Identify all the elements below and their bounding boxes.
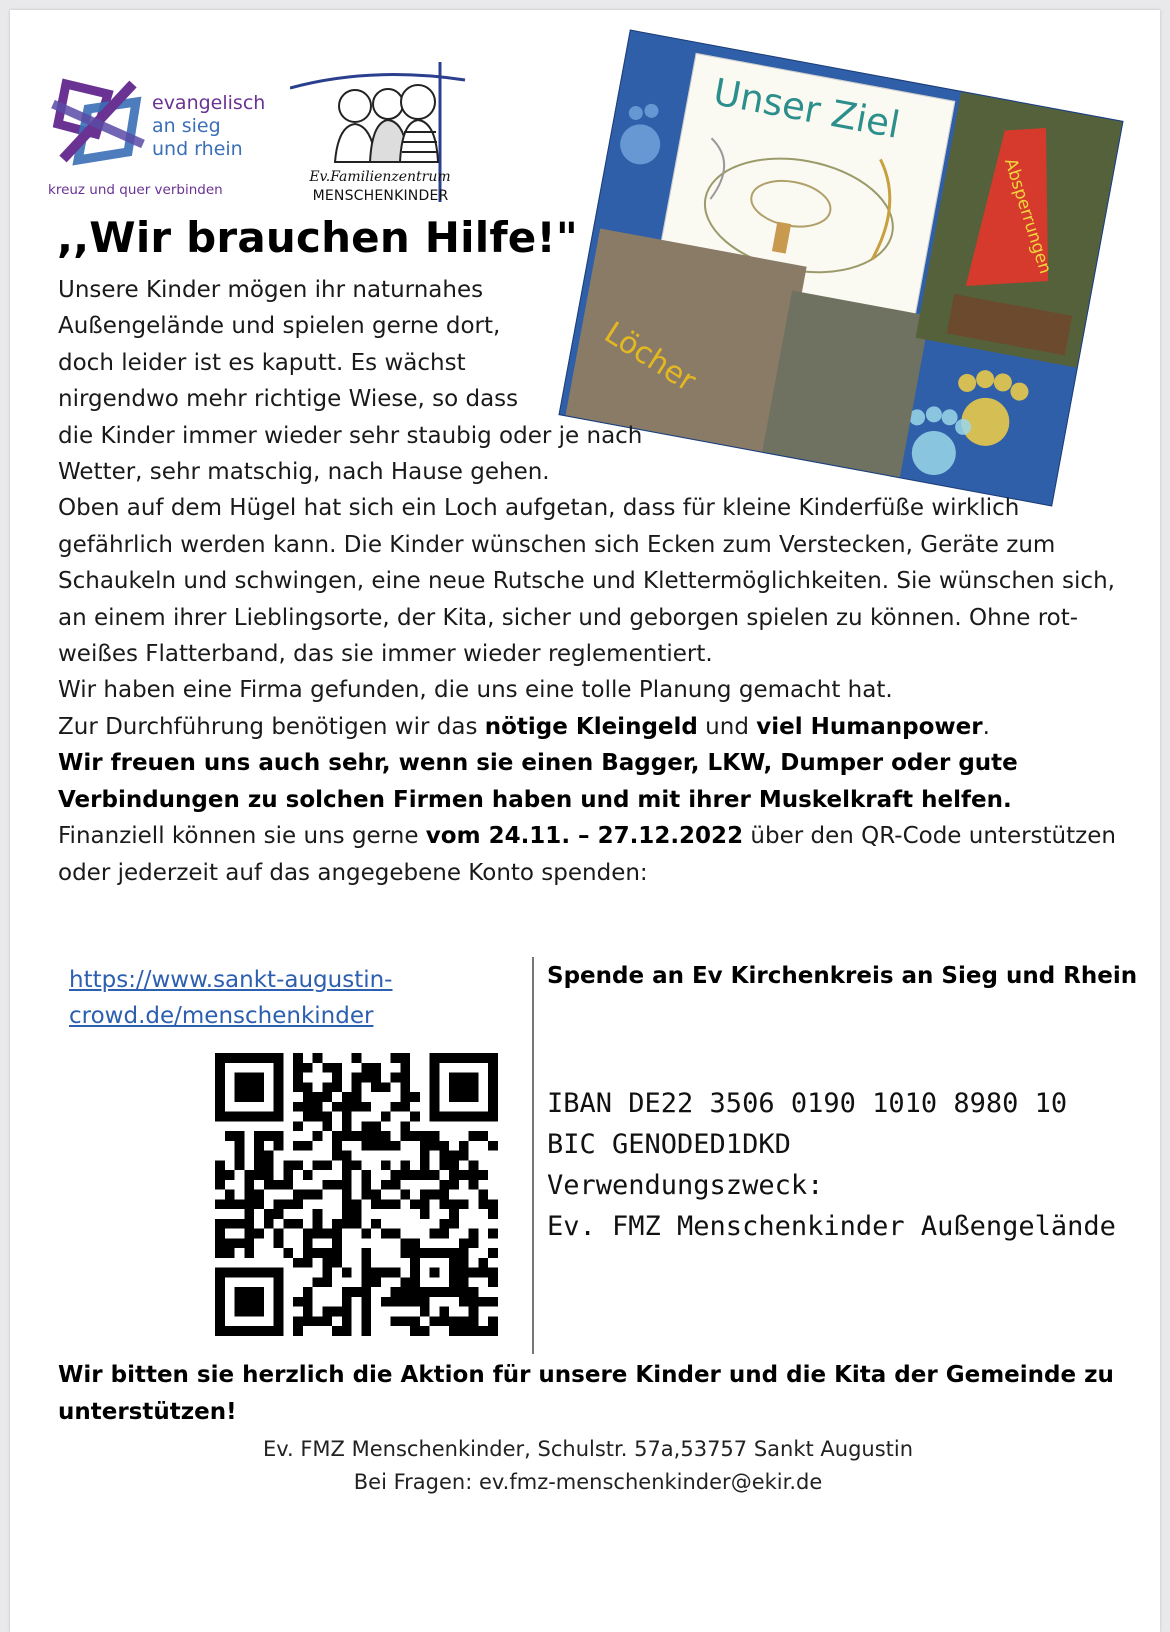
holes-label: Löcher bbox=[598, 315, 702, 400]
body-text bbox=[58, 272, 1118, 891]
logo-tagline: kreuz und quer verbinden bbox=[48, 182, 223, 198]
footer bbox=[58, 1433, 1118, 1499]
bic: BIC GENODED1DKD bbox=[547, 1129, 791, 1160]
needs-period: . bbox=[982, 713, 990, 740]
barrier-label: Absperrungen bbox=[999, 155, 1056, 277]
donation-heading: Spende an Ev Kirchenkreis an Sieg und Rhein bbox=[547, 963, 1138, 989]
purpose-value: Ev. FMZ Menschenkinder Außengelände bbox=[547, 1211, 1116, 1242]
qr-code[interactable] bbox=[215, 1053, 498, 1336]
closing-appeal: Wir bitten sie herzlich die Aktion für unsere Kinder und die Kita der Gemeinde zu unterstützen! bbox=[58, 1362, 1114, 1425]
paragraph-needs bbox=[58, 709, 1118, 745]
cross-knot-icon bbox=[48, 74, 148, 174]
needs-text: Zur Durchführung benötigen wir das bbox=[58, 713, 485, 740]
familienzentrum-line1: Ev.Familienzentrum bbox=[309, 169, 451, 185]
bank-details bbox=[547, 1083, 1117, 1247]
page-title: ,,Wir brauchen Hilfe!" bbox=[57, 213, 578, 262]
footer-contact: Bei Fragen: ev.fmz-menschenkinder@ekir.de bbox=[353, 1470, 823, 1494]
paragraph-intro-cont: die Kinder immer wieder sehr staubig oder je nach Wetter, sehr matschig, nach Hause gehen. bbox=[58, 422, 643, 486]
needs-humanpower: viel Humanpower bbox=[756, 713, 983, 740]
paragraph-company: Wir haben eine Firma gefunden, die uns eine tolle Planung gemacht hat. bbox=[58, 677, 893, 704]
paragraph-intro: Unsere Kinder mögen ihr naturnahes Außengelände und spielen gerne dort, doch leider ist es kaputt. Es wächst nirgendwo mehr richtige Wiese, so dass bbox=[58, 277, 519, 413]
help-request: Wir freuen uns auch sehr, wenn sie einen Bagger, LKW, Dumper oder gute Verbindungen zu solchen Firmen haben und mit ihrer Muskelkraft helfen. bbox=[58, 750, 1018, 813]
paragraph-help bbox=[58, 745, 1118, 891]
logo-text-line1: evangelisch bbox=[152, 92, 266, 114]
familienzentrum-logo bbox=[290, 62, 490, 212]
crowdfunding-link[interactable]: https://www.sankt-augustin-crowd.de/menschenkinder bbox=[69, 967, 393, 1029]
familienzentrum-line2: MENSCHENKINDER bbox=[312, 188, 449, 204]
finance-text-end: über den QR-Code unterstützen oder jederzeit auf das angegebene Konto spenden: bbox=[58, 823, 1116, 886]
column-divider bbox=[532, 957, 534, 1354]
iban: IBAN DE22 3506 0190 1010 8980 10 bbox=[547, 1088, 1068, 1119]
flyer-page bbox=[10, 10, 1160, 1632]
purpose-label: Verwendungszweck: bbox=[547, 1170, 824, 1201]
evangelisch-logo bbox=[48, 74, 283, 204]
footer-address: Ev. FMZ Menschenkinder, Schulstr. 57a,53757 Sankt Augustin bbox=[262, 1437, 914, 1461]
plan-title: Unser Ziel bbox=[710, 70, 904, 147]
logo-text-line2: an sieg bbox=[152, 115, 221, 137]
paragraph-hole: Oben auf dem Hügel hat sich ein Loch aufgetan, dass für kleine Kinderfüße wirklich gefährlich werden kann. Die Kinder wünschen sich Ecken zum Verstecken, Geräte zum Schaukeln und schwingen, eine neue Rutsche und Klettermöglichkeiten. Sie wünschen sich, an einem ihrer Lieblingsorte, der Kita, sicher und geborgen spielen zu können. Ohne rot-weißes Flatterband, das sie immer wieder reglementiert. bbox=[58, 495, 1115, 668]
needs-money: nötige Kleingeld bbox=[484, 713, 698, 740]
needs-and: und bbox=[697, 713, 757, 740]
finance-text: Finanziell können sie uns gerne bbox=[58, 823, 426, 850]
campaign-dates: vom 24.11. – 27.12.2022 bbox=[425, 823, 744, 850]
logo-text-line3: und rhein bbox=[152, 138, 243, 160]
